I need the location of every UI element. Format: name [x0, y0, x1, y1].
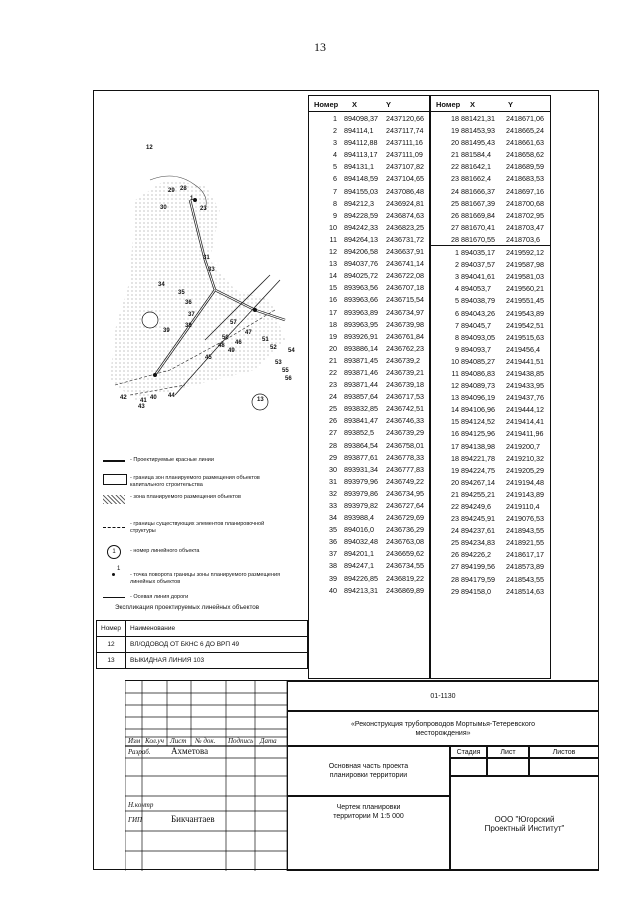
planned-zone-symbol	[103, 495, 125, 504]
table-row: 3 894112,88 2437111,16	[333, 138, 423, 148]
table-row: 6 894043,26 2419543,89	[455, 308, 544, 318]
table-row: 13 894096,19 2419437,76	[451, 393, 544, 403]
table-row: 9 894093,7 2419456,4	[455, 344, 540, 354]
turn-point-symbol	[112, 573, 115, 576]
table-row: 24 894237,61 2418943,55	[451, 526, 544, 536]
table-row: 17 894138,98 2419200,7	[451, 441, 540, 451]
table-row: 23 881662,4 2418683,53	[451, 174, 544, 184]
table-row: 12 894206,58 2436637,91	[329, 247, 424, 257]
table-row: 25 881667,39 2418700,68	[451, 198, 544, 208]
table-row: 20 881495,43 2418661,63	[451, 138, 544, 148]
table-row: 28 893864,54 2436758,01	[329, 440, 424, 450]
table-row: 28 894179,59 2418543,55	[451, 574, 544, 584]
table-row: 32 893979,86 2436734,95	[329, 488, 424, 498]
table-row: 3 894041,61 2419581,03	[455, 272, 544, 282]
table-row: 24 893857,64 2436717,53	[329, 392, 424, 402]
table-row: 25 893832,85 2436742,51	[329, 404, 424, 414]
table-row: 33 893979,82 2436727,64	[329, 501, 424, 510]
table-row: 22 881642,1 2418689,59	[451, 162, 544, 172]
table-row: 15 894124,52 2419414,41	[451, 417, 544, 427]
coordinates-table-2	[430, 95, 551, 679]
organization: ООО "Югорский Проектный Институт"	[450, 776, 599, 871]
table-row: 1 894098,37 2437120,66	[333, 114, 424, 123]
table-row: 27 893852,5 2436739,29	[329, 428, 424, 438]
objects-table: Номер Наименование 12 ВЛ/ОДОВОД ОТ БКНС 6 ДО ВРП 49 13 ВЫКИДНАЯ ЛИНИЯ 103	[96, 620, 308, 669]
table-row: 8 894093,05 2419515,63	[455, 332, 544, 342]
table-row: 5 894038,79 2419551,45	[455, 296, 544, 306]
table-row: 26 881669,84 2418702,95	[451, 210, 544, 220]
drawing-title: Чертеж планировки территории М 1:5 000	[287, 796, 450, 871]
table-row: 36 894032,48 2436763,08	[329, 537, 424, 547]
table-row: 40 894213,31 2436869,89	[329, 585, 424, 595]
table-row: 5 894131,1 2437107,82	[333, 162, 424, 172]
table-row: 19 893926,91 2436761,84	[329, 331, 424, 341]
table-row: 14 894106,96 2419444,12	[451, 405, 544, 415]
table-row: 31 893979,96 2436749,22	[329, 476, 424, 486]
table-row: 18 894221,78 2419210,32	[451, 453, 544, 463]
table-row: 34 893988,4 2436729,69	[329, 513, 424, 523]
table-row: 29 893877,61 2436778,33	[329, 452, 424, 462]
object-12-marker	[142, 312, 158, 328]
table-row: 20 894267,14 2419194,48	[451, 477, 544, 487]
zone-boundary-symbol	[103, 474, 127, 485]
table-row: 26 893841,47 2436746,33	[329, 416, 424, 426]
table-row: 7 894155,03 2437086,48	[333, 186, 424, 196]
table-row: 4 894113,17 2437111,09	[333, 150, 423, 160]
table-row: 27 881670,41 2418703,47	[451, 222, 544, 232]
table-row: 21 893871,45 2436739,2	[329, 355, 420, 365]
title-block: Изм Кол.уч Лист № док. Подпись Дата Разраб. Ахметова Н.контр ГИП Бикчантаев 01-1130 «Реконструкция трубопроводов Мортымья-Тетеревского месторождения» Основная часть проекта планировки территории Стадия Лист Листов Чертеж планировки территории М 1:5 000 ООО "Югорский Проектный Институт"	[125, 680, 599, 871]
existing-structure-symbol	[103, 527, 125, 528]
table-row: 35 894016,0 2436736,29	[329, 525, 424, 535]
table-row: 19 881453,93 2418665,24	[451, 126, 544, 136]
table-row: 6 894148,59 2437104,65	[333, 174, 424, 184]
table-row: 22 894249,6 2419110,4	[451, 502, 540, 511]
table-row: 18 893963,95 2436739,98	[329, 319, 424, 329]
table-row: 13 894037,76 2436741,14	[329, 259, 424, 269]
table-header: Номер X Y	[309, 96, 429, 112]
table-row: 38 894247,1 2436734,55	[329, 561, 424, 571]
table-row: 9 894228,59 2436874,63	[333, 210, 424, 220]
table-row: 10 894242,33 2436823,25	[329, 222, 424, 232]
table-row: 2 894037,57 2419587,98	[455, 260, 544, 270]
table-row: 18 881421,31 2418671,06	[451, 114, 544, 123]
table-row: 2 894114,1 2437117,74	[333, 126, 424, 136]
section-title: Основная часть проекта планировки территории	[287, 746, 450, 796]
table-row: 16 894125,96 2419411,96	[451, 429, 544, 439]
table-row: 17 893963,89 2436734,97	[329, 307, 424, 317]
table-row: 15 893963,56 2436707,18	[329, 283, 424, 293]
project-title: «Реконструкция трубопроводов Мортымья-Тетеревского месторождения»	[287, 711, 599, 746]
table-row: 27 894199,56 2418573,89	[451, 562, 544, 572]
table-row: 21 894255,21 2419143,89	[451, 489, 544, 499]
table-row: 11 894086,83 2419438,85	[451, 368, 544, 378]
table-row: 16 893963,66 2436715,54	[329, 295, 424, 305]
project-code: 01-1130	[287, 681, 599, 711]
table-row: 22 893871,46 2436739,21	[329, 367, 424, 377]
table-row: 28 881670,55 2418703,6	[451, 234, 540, 244]
table-row: 37 894201,1 2436659,62	[329, 549, 424, 559]
table-row: 7 894045,7 2419542,51	[455, 320, 544, 330]
table-row: 25 894234,83 2418921,55	[451, 538, 544, 548]
table-row: 23 894245,91 2419076,53	[451, 514, 544, 524]
table-row: 1 894035,17 2419592,12	[455, 248, 544, 258]
table-row: 24 881666,37 2418697,16	[451, 186, 544, 196]
coordinates-table-1	[308, 95, 430, 679]
table-row: 14 894025,72 2436722,08	[329, 271, 424, 281]
road-axis-symbol	[103, 597, 125, 598]
table-header: Номер X Y	[431, 96, 550, 112]
table-row: 29 894158,0 2418514,63	[451, 586, 544, 596]
table-row: 8 894212,3 2436924,81	[333, 198, 424, 208]
red-line-symbol	[103, 460, 125, 462]
table-row: 21 881584,4 2418658,62	[451, 150, 544, 160]
table-row: 19 894224,75 2419205,29	[451, 465, 544, 475]
table-row: 26 894226,2 2418617,17	[451, 550, 544, 560]
table-row: 23 893871,44 2436739,18	[329, 380, 424, 390]
table-row: 11 894264,13 2436731,72	[329, 234, 424, 244]
object-number-symbol: 1	[107, 545, 121, 559]
table-row: 10 894085,27 2419441,51	[451, 356, 544, 366]
table-row: 12 894089,73 2419433,95	[451, 381, 544, 391]
table-row: 20 893886,14 2436762,23	[329, 343, 424, 353]
table-row: 39 894226,85 2436819,22	[329, 573, 424, 583]
table-row: 4 894053,7 2419560,21	[455, 284, 544, 294]
page-number: 13	[314, 40, 326, 54]
table-row: 30 893931,34 2436777,83	[329, 464, 424, 474]
